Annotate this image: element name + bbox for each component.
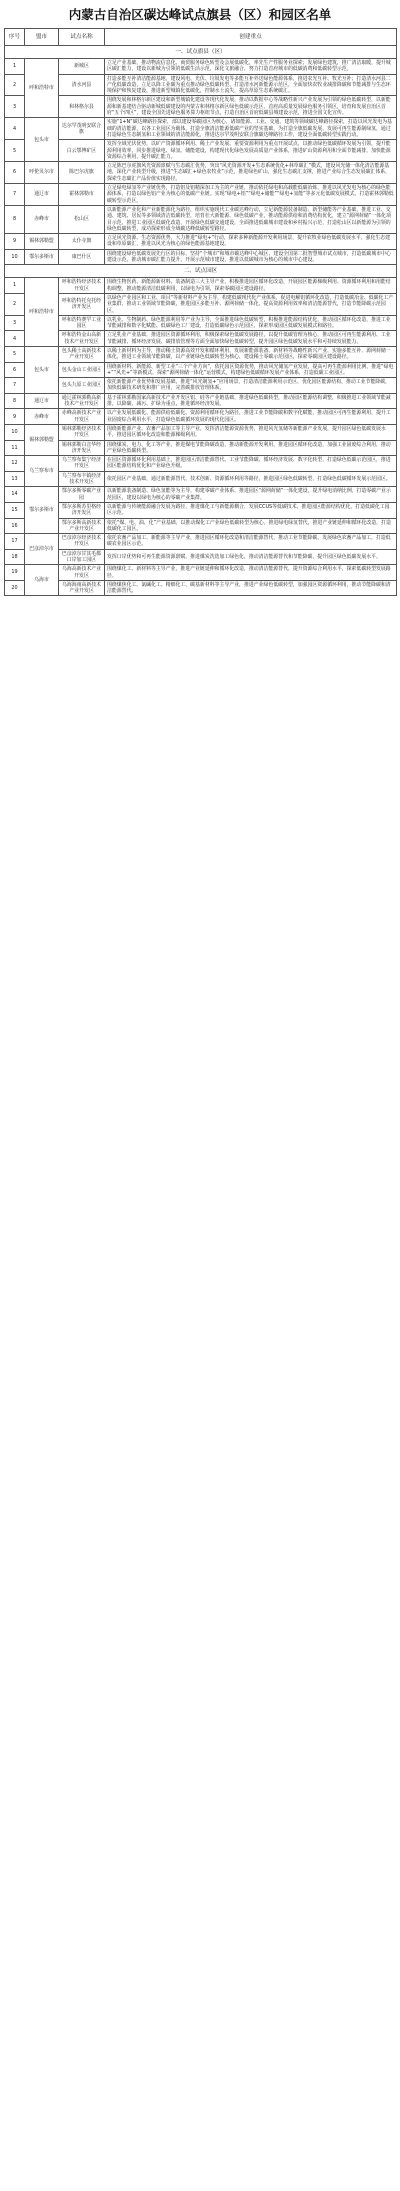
row-focus-text: 依托农畜产品加工、新能源等主导产业，推进园区循环化改造和清洁能源替代，推动工业节能降碳，发展绿色农畜产品加工，打造低碳农业园区示范。 — [105, 534, 397, 550]
row-index: 1 — [5, 278, 25, 294]
row-index: 17 — [5, 534, 25, 550]
row-focus-text: 围绕新能源产业、农畜产品加工等主导产业，发挥清洁能源资源优势，推进风光氢储等新能源产业发展，提升园区绿色低碳发展水平，推进园区循环化改造和能源梯级利用。 — [105, 424, 397, 440]
row-focus-text: 立足风光资源、生态资源优势，大力推进“绿电+”行动，探索多种新能源开发利用场景，提升农牧业绿色低碳发展水平，强化生态建设和草原碳汇，推进以风光为核心的绿色能源基地建设。 — [105, 234, 397, 250]
row-focus-text: 立足陈巴尔虎旗风光资源禀赋与生态碳汇优势，突出“风光资源开发+生态系统优化+林草碳汇”模式，建设风光储一体化清洁能源基地，深化产业转型升级，推进“生态碳汇+绿色农牧业”示范，推进绿色矿山，强化生态碳汇支撑，推进产业综合生态发展碳汇体系，探索生态碳汇产品价值实现路径。 — [105, 162, 397, 184]
row-city: 赤峰市 — [25, 409, 59, 425]
document-page — [0, 0, 400, 596]
row-index: 4 — [5, 118, 25, 140]
row-pilot-name: 白云鄂博矿区 — [59, 140, 105, 162]
row-city: 鄂尔多斯市 — [25, 249, 59, 265]
row-index: 5 — [5, 140, 25, 162]
row-pilot-name: 包头金山工业园区 — [59, 362, 105, 378]
row-index: 18 — [5, 549, 25, 565]
row-focus-text: 基于霍林郭勒国家高新技术产业开发区铝、硅等产业链基础，推进绿色低碳转型，推动园区能源结构调整，积极推进工业领域节能减排，以降碳、减污、扩绿为重点，推进循环经济发展。 — [105, 393, 397, 409]
table-row — [5, 378, 397, 394]
row-focus-text: 依托“煤、电、油、化”产业基础，以推动煤化工产业绿色低碳转型为核心，推进绿电绿氢替代，推进产业链延伸和循环化改造，打造低碳化工园区。 — [105, 518, 397, 534]
page-title: 内蒙古自治区碳达峰试点旗县（区）和园区名单 — [68, 7, 332, 22]
row-index: 16 — [5, 518, 25, 534]
row-focus-text: 以产业发展低碳化、能源供给低碳化、资源利用循环化为路径，推进工业节能降碳和数字化赋能，推动园区可再生能源利用，提升工业固废综合利用水平，打造绿色低碳循环发展的现代化园区。 — [105, 409, 397, 425]
row-city: 呼伦贝尔市 — [25, 162, 59, 184]
row-index: 2 — [5, 74, 25, 96]
table-row — [5, 456, 397, 472]
row-index: 3 — [5, 96, 25, 118]
row-pilot-name: 鄂尔多斯高新技术产业开发区 — [59, 518, 105, 534]
row-pilot-name: 呼和浩特赛罕工业园区 — [59, 315, 105, 331]
section-row — [5, 46, 397, 59]
row-pilot-name: 包头九原工业园区 — [59, 378, 105, 394]
row-focus-text: 以新能源产业化和产业新能源化为路径，组织实施现代工业碳达峰行动，立足新能源装备制造、新型储能等产业基础，推进工业、交通、建筑、居民等多领域清洁低碳转型，培育壮大新能源、绿色低碳产业，推动能源供给和消费结构优化，建立“源网荷储”一体化项目示范，推进工业园区低碳化改造，开展绿色低碳交通建设，全面推进低碳城市建设和乡村振兴示范，打造松山区以新能源为引领的绿色低碳转型，成功探索形成全域碳达峰低碳转型路径。 — [105, 205, 397, 233]
row-pilot-name: 赤峰高新技术产业开发区 — [59, 409, 105, 425]
row-focus-text: 围绕煤焦化工、氯碱化工、精细化工、碳基新材料等主导产业，推进产业绿色低碳转型，加强园区资源循环利用，推动节能降碳和清洁能源替代。 — [105, 580, 397, 596]
row-pilot-name: 清水河县 — [59, 74, 105, 96]
row-pilot-name: 呼和浩特金山高新技术产业开发区 — [59, 331, 105, 347]
row-index: 8 — [5, 205, 25, 233]
row-focus-text: 围绕建设绿色低碳发展先行区的目标，坚持“个城市”和城市碳达峰中心城区，建设全国第二批智慧城市试点城市，打造低碳城市中心建设示范，推动城市碳汇能力提升，开展示范城市建设，推进以低碳城市为核心的城市中心建设。 — [105, 249, 397, 265]
row-city: 通辽市 — [25, 184, 59, 206]
row-index: 9 — [5, 234, 25, 250]
row-focus-text: 立足产业基础，推动物流信息化、商贸服务绿色转型及会展低碳化，率先生产性服务业探索；发展绿色建筑，推广清洁取暖，提升城区碳汇能力，建设以新城为引领的低碳生活示范，深化文旅融合，努力打造首府城市的低碳消费和低碳转型示范。 — [105, 59, 397, 75]
table-row — [5, 424, 397, 440]
row-pilot-name: 达尔罕茂明安联合旗 — [59, 118, 105, 140]
table-body — [5, 46, 397, 596]
row-city: 乌兰察布市 — [25, 456, 59, 487]
row-pilot-name: 乌兰察布集宁经济开发区 — [59, 456, 105, 472]
row-index: 13 — [5, 471, 25, 487]
row-index: 9 — [5, 409, 25, 425]
row-focus-text: 围绕煤化工、新材料等主导产业，推进产业链延伸和循环化改造，推动清洁能源替代，提升资源综合利用水平，探索低碳转型发展路径。 — [105, 565, 397, 581]
row-focus-text: 打造多能互补清洁能源基地，建设风电、光伏、垃圾发电等多能互补外送绿色能源体系，推进农光互补、牧光互补；打造清水河县二产化低碳改造，立足以降工业碳为重点推动绿色低碳转型，打造清水河新能源示范区，全面加快农牧业减排降碳和节能减排与生态环境保护和恢复建设，推进新型城镇化低碳化，控制水土流失，提高草原生态系统碳汇。 — [105, 74, 397, 96]
row-pilot-name: 巴彦淖尔经济技术开发区 — [59, 534, 105, 550]
row-index: 8 — [5, 393, 25, 409]
row-index: 2 — [5, 293, 25, 315]
header-index: 序号 — [5, 29, 25, 46]
table-row — [5, 393, 397, 409]
table-row — [5, 315, 397, 331]
row-pilot-name: 乌海高新技术产业开发区 — [59, 565, 105, 581]
row-index: 4 — [5, 331, 25, 347]
pilot-list-table — [4, 28, 397, 596]
row-city: 鄂尔多斯市 — [25, 487, 59, 534]
row-pilot-name: 鄂尔多斯苏里格经济开发区 — [59, 502, 105, 518]
row-focus-text: 发挥全域光伏优势，以矿产资源循环利用、稀土产业发展、重要资源利用为重点开展试点，以推动绿色低碳循环发展为引领，提升能源利用效率，同步推进绿电、绿氢、储能建设，构建现代化绿色发展高质量产业体系，推进矿山资源利用和全面节能减排，加快能源资源综合利用，提升碳汇能力。 — [105, 140, 397, 162]
table-row — [5, 440, 397, 456]
table-row — [5, 534, 397, 550]
table-row — [5, 293, 397, 315]
table-row — [5, 471, 397, 487]
row-focus-text: 以新能源装备制造、绿色氢能等为主导，构建零碳产业体系，推进园区“源网荷储”一体化建设，提升绿电消纳比例，打造零碳产业示范园区，建设以绿电为核心的零碳产业集群。 — [105, 487, 397, 503]
row-pilot-name: 新城区 — [59, 59, 105, 75]
row-city: 巴彦淖尔市 — [25, 534, 59, 565]
row-focus-text: 以乳业、生物制药、绿色能源利用等产业为主导，全面推进绿色低碳转型，积极推进能源结构优化，推动园区循环化改造，推进工业节能减排和数字化赋能、低碳绿色工厂建设，打造低碳绿色示范园区，探索形成园区低碳发展模式和路径。 — [105, 315, 397, 331]
table-row — [5, 518, 397, 534]
row-focus-text: 以新能源与传统能源融合发展为路径，推进煤化工与新能源耦合，发展CCUS等低碳技术，推进园区能源结构优化，打造低碳化工园区示范。 — [105, 502, 397, 518]
row-city: 呼和浩特市 — [25, 59, 59, 118]
row-focus-text: 依托园区产业基础，通过新能源替代、技术创新、资源循环利用等路径，推进园区绿色低碳转型，打造绿色低碳循环发展示范园区。 — [105, 471, 397, 487]
table-row — [5, 565, 397, 581]
table-row — [5, 162, 397, 184]
row-focus-text: 依托新能源产业优势和发展基础，推进“风光制氢+”应用场景，打造清洁能源利用示范区，优化园区能源结构，推动工业节能降碳，加快低碳技术研发和推广应用，完善碳排放管理体系。 — [105, 378, 397, 394]
table-row — [5, 362, 397, 378]
row-pilot-name: 鄂尔多斯零碳产业园 — [59, 487, 105, 503]
table-row — [5, 580, 397, 596]
header-name: 试点名称 — [59, 29, 105, 46]
row-index: 10 — [5, 424, 25, 440]
row-pilot-name: 陈巴尔虎旗 — [59, 162, 105, 184]
row-focus-text: 围绕新材料、新能源、新型工业“三个产业方向”，依托园区资源优势，推动风光储氢产业发展，提高可再生能源利用比例，推进“绿电+”“风光+”等新模式，探索“源网荷储一体化”运营模式，构建绿色低碳循环发展产业体系，打造低碳工业园区。 — [105, 362, 397, 378]
row-city: 赤峰市 — [25, 205, 59, 233]
row-pilot-name: 巴彦淖尔甘其毛都口岸加工园区 — [59, 549, 105, 565]
section-title: 一、试点旗县（区） — [5, 46, 397, 59]
table-row — [5, 184, 397, 206]
table-row — [5, 502, 397, 518]
row-focus-text: 以稀土新材料为主导，推动稀土资源高效开发和循环利用，发展新能源装备、新材料等战略性新兴产业，实施多能互补、源网荷储一体化，推进工业领域节能降碳，以产业链绿色低碳转型为核心，建设稀土零碳示范园区，探索零碳园区建设路径。 — [105, 346, 397, 362]
row-city: 通辽市 — [25, 393, 59, 409]
row-focus-text: 立足绿电绿氢等产业链优势，打造铝及铝精深加工为主的产业链，推动依托绿电和高载能低碳冶炼，推进以风光发电为核心的绿色能源体系，打造以绿色铝产业为核心的低碳产业链。实现“绿电+铝”“绿电+储能”“绿电+氢能”等多元化低碳发展模式，打造霍林郭勒低碳转型示范区。 — [105, 184, 397, 206]
table-row — [5, 549, 397, 565]
row-index: 7 — [5, 378, 25, 394]
header-city: 盟市 — [25, 29, 59, 46]
header-focus: 创建重点 — [105, 29, 397, 46]
row-index: 6 — [5, 162, 25, 184]
row-city: 呼和浩特市 — [25, 278, 59, 347]
table-row — [5, 96, 397, 118]
row-pilot-name: 松山区 — [59, 205, 105, 233]
row-focus-text: 以绿色产业园区和工业、项目“等新材料产业为主导，构建低碳现代化产业体系，促进电解铝循环化改造，打造低碳冶金、低碳化工产业集群，推动工业领域节能降碳，推进园区多能互补、源网荷储一体化，提高资源利用效率和清洁能源替代，打造节能降碳示范园区。 — [105, 293, 397, 315]
row-city: 锡林郭勒盟 — [25, 424, 59, 455]
row-pilot-name: 乌兰察布丰镇经济技术开发区 — [59, 471, 105, 487]
table-row — [5, 205, 397, 233]
table-row — [5, 331, 397, 347]
row-index: 15 — [5, 502, 25, 518]
table-row — [5, 278, 397, 294]
row-focus-text: 实施“1+N”碳达峰路径探索，部以建设零碳园区为核心，诸如能源、工业、交通、建筑等领域碳达峰路径探索，打造以风光发电为基础的清洁能源，以各工业园区为载体，打造全旗清洁能源低碳产业的坚实基础，为打造全旗低碳发展，发展可再生能源制绿氢，通过打造绿色生态制氢和工业领域的清洁能源化，推进达尔罕茂明安联合旗碳达峰路径工作，建设全面低碳转型实践行动。 — [105, 118, 397, 140]
row-index: 14 — [5, 487, 25, 503]
row-focus-text: 围绕生物医药、新能源新材料、装备制造三大主导产业，积极推进园区循环化改造，开展园区能源梯级利用、资源循环利用和用能结构调整，推动能源清洁低碳利用，以绿电为引领，探索零碳园区建设路径。 — [105, 278, 397, 294]
row-city: 锡林郭勒盟 — [25, 234, 59, 250]
row-pilot-name: 康巴什区 — [59, 249, 105, 265]
table-header-row — [5, 29, 397, 46]
row-index: 7 — [5, 184, 25, 206]
section-title: 二、试点园区 — [5, 265, 397, 278]
row-pilot-name: 和林格尔县 — [59, 96, 105, 118]
table-row — [5, 409, 397, 425]
row-index: 11 — [5, 440, 25, 456]
row-index: 10 — [5, 249, 25, 265]
row-focus-text: 围绕煤炭、电力、化工等产业，推进煤电节能降碳改造，推动新能源开发利用，推进园区循环化改造，加强工业固废综合利用，推动产业绿色低碳转型。 — [105, 440, 397, 456]
row-city: 包头市 — [25, 118, 59, 162]
row-index: 12 — [5, 456, 25, 472]
row-city: 乌海市 — [25, 565, 59, 596]
row-index: 1 — [5, 59, 25, 75]
row-focus-text: 围绕发展和林格尔新区建设和新型城镇化建设等现代化发展，推动以数据中心等战略性新兴产业发展为引领的绿色低碳转型，以新能源和新基建结合驱动新城低碳建设的内蒙古和林格尔新区绿色低碳示范区，首府高质量发展绿色服务引领区，培育和发展自治区首府“五个四区”，建设全国先进绿色服务算力枢纽节点，打造自治区首府低碳县城建设示范，推进全国文化宣传。 — [105, 96, 397, 118]
row-pilot-name: 通辽霍林郭勒高新技术产业开发区 — [59, 393, 105, 409]
table-row — [5, 118, 397, 140]
row-index: 3 — [5, 315, 25, 331]
table-row — [5, 140, 397, 162]
row-pilot-name: 包头稀土高新技术产业开发区 — [59, 346, 105, 362]
table-row — [5, 487, 397, 503]
row-index: 6 — [5, 362, 25, 378]
row-pilot-name: 霍林郭勒市 — [59, 184, 105, 206]
table-row — [5, 234, 397, 250]
table-row — [5, 59, 397, 75]
row-pilot-name: 锡林郭勒白音华经济开发区 — [59, 440, 105, 456]
row-pilot-name: 太仆寺旗 — [59, 234, 105, 250]
row-index: 19 — [5, 565, 25, 581]
row-focus-text: 立足乳业产业基础，推进园区资源循环利用，积极探索绿色低碳发展路径，以提升低碳管理为核心，推动园区可再生能源利用、工业节能减排、循环经济发展、碳排放管理等方面全面加快绿色低碳转型，提升园区绿色低碳发展水平和可持续发展能力。 — [105, 331, 397, 347]
table-row — [5, 74, 397, 96]
row-focus-text: 发挥口岸优势和可再生能源资源禀赋，推进煤炭洗选加工绿色化，推动清洁能源替代和节能降碳，提升园区绿色低碳发展水平。 — [105, 549, 397, 565]
row-pilot-name: 呼和浩特托克托经济开发区 — [59, 293, 105, 315]
row-city: 包头市 — [25, 346, 59, 393]
row-index: 20 — [5, 580, 25, 596]
row-pilot-name: 乌海海南高新技术产业开发区 — [59, 580, 105, 596]
row-pilot-name: 锡林郭勒经济技术开发区 — [59, 424, 105, 440]
row-pilot-name: 呼和浩特经济技术开发区 — [59, 278, 105, 294]
section-row — [5, 265, 397, 278]
row-index: 5 — [5, 346, 25, 362]
table-row — [5, 346, 397, 362]
row-focus-text: 在园区资源循环化利用基础上，推进园区清洁能源替代、工业节能降碳、循环经济发展、数字化转型，打造绿色低碳示范园区，推进园区能源结构优化和产业绿色升级。 — [105, 456, 397, 472]
table-row — [5, 249, 397, 265]
